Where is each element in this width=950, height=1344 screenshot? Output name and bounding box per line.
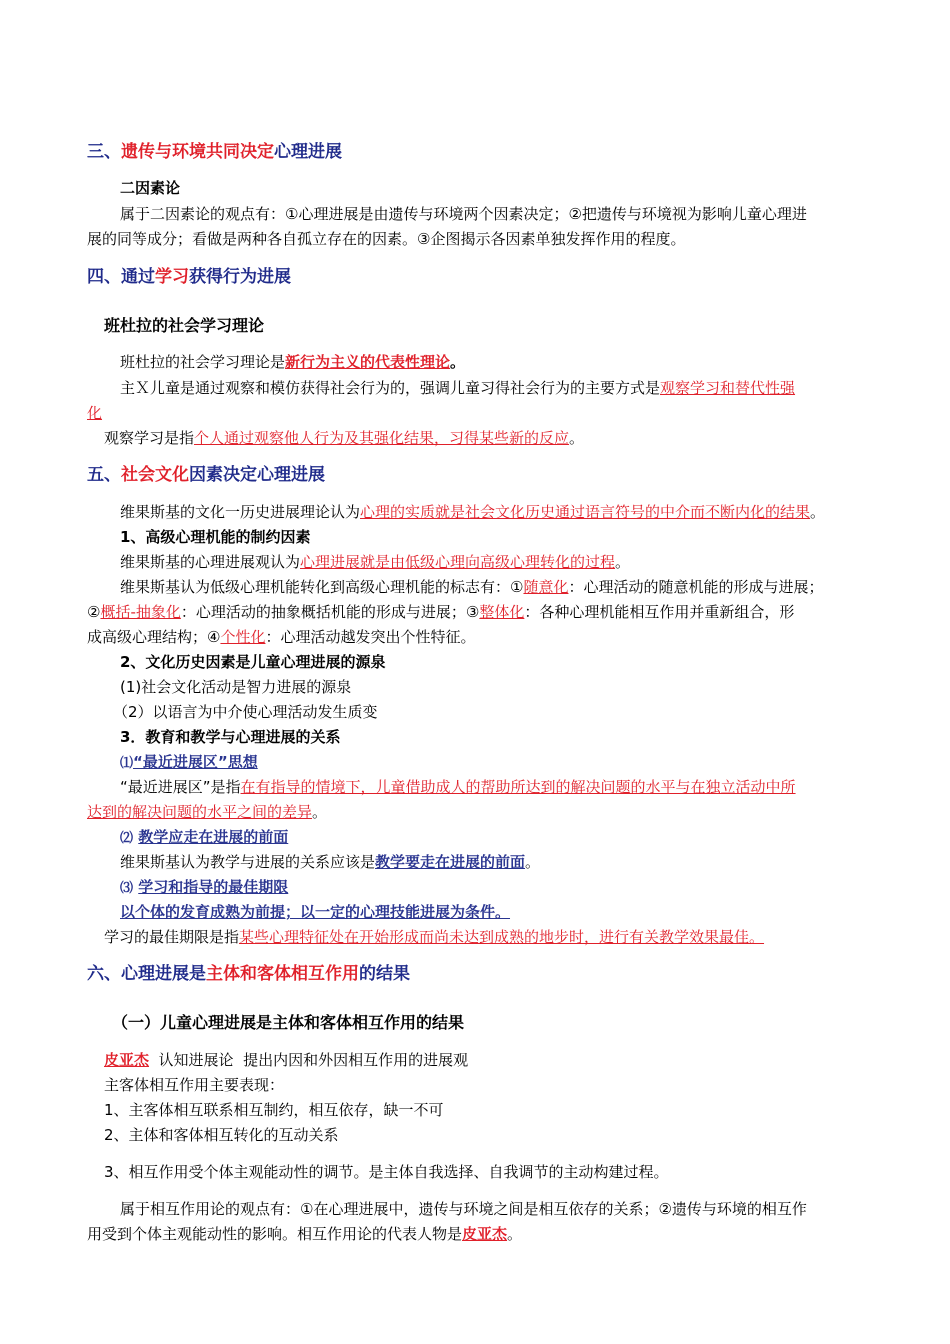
- highlight: 心理的实质就是社会文化历史通过语言符号的中介而不断内化的结果: [360, 503, 811, 521]
- heading-text: 的结果: [359, 964, 410, 984]
- paragraph-line: 以个体的发育成熟为前提；以一定的心理技能进展为条件。: [120, 903, 511, 921]
- text: 。: [525, 853, 541, 871]
- highlight: 达到的解决问题的水平之间的差异: [87, 803, 313, 821]
- text: “最近进展区”是指: [120, 778, 241, 796]
- highlight: 在有指导的情境下，儿童借助成人的帮助所达到的解决问题的水平与在独立活动中所: [240, 778, 796, 796]
- heading-text: 因素决定心理进展: [189, 465, 325, 485]
- text: ：心理活动的随意机能的形成与进展；: [568, 578, 824, 596]
- heading-text: 心理进展: [274, 142, 342, 162]
- paragraph-line: 主客体相互作用主要表现：: [104, 1076, 285, 1094]
- paragraph-line: 属于相互作用论的观点有：①在心理进展中，遗传与环境之间是相互依存的关系；②遗传与环境的相互作: [120, 1200, 807, 1218]
- numbered-heading: [120, 826, 288, 850]
- paragraph-line: 1、主客体相互联系相互制约，相互依存，缺一不可: [104, 1101, 444, 1119]
- paragraph-line: [120, 776, 796, 798]
- paragraph-line: [87, 601, 794, 623]
- paragraph-line: (1)社会文化活动是智力进展的源泉: [120, 678, 352, 696]
- section-6-heading: [87, 963, 410, 985]
- text: 。: [450, 353, 466, 371]
- text: ：各种心理机能相互作用并重新组合，形: [524, 603, 795, 621]
- text: 。: [507, 1225, 523, 1243]
- section-6-subheading: （一）儿童心理进展是主体和客体相互作用的结果: [112, 1013, 465, 1032]
- text: ②: [87, 603, 101, 621]
- paragraph-line: [120, 851, 540, 873]
- text: 。: [312, 803, 328, 821]
- section-4-heading: [87, 266, 291, 288]
- paragraph-line: 2、主体和客体相互转化的互动关系: [104, 1126, 339, 1144]
- heading-text: 获得行为进展: [189, 267, 291, 287]
- section-3-subheading: 二因素论: [120, 179, 181, 197]
- text: 用受到个体主观能动性的影响。相互作用论的代表人物是: [87, 1225, 463, 1243]
- highlight: 个人通过观察他人行为及其强化结果，习得某些新的反应: [194, 429, 570, 447]
- number: ⑶: [120, 881, 134, 896]
- paragraph-line: 3、相互作用受个体主观能动性的调节。是主体自我选择、自我调节的主动构建过程。: [104, 1163, 669, 1181]
- text: 观察学习是指: [104, 429, 195, 447]
- highlight: 教学要走在进展的前面: [375, 853, 526, 871]
- number: ⑵: [120, 831, 134, 846]
- paragraph-line: [104, 926, 764, 948]
- text: 维果斯基的心理进展观认为: [120, 553, 301, 571]
- highlight: 个性化: [220, 628, 266, 646]
- text: 。: [810, 503, 826, 521]
- paragraph-line: [120, 551, 630, 573]
- paragraph-line: [120, 576, 823, 598]
- text: ：心理活动越发突出个性特征。: [265, 628, 476, 646]
- highlight: 新行为主义的代表性理论: [285, 353, 451, 371]
- heading-highlight: 学习: [155, 267, 189, 287]
- text: 成高级心理结构；④: [87, 628, 221, 646]
- text: 班杜拉的社会学习理论是: [120, 353, 286, 371]
- text: ：心理活动的抽象概括机能的形成与进展；③: [180, 603, 480, 621]
- highlight: 心理进展就是由低级心理向高级心理转化的过程: [300, 553, 616, 571]
- highlight: 概括-抽象化: [100, 603, 181, 621]
- numbered-heading: [120, 876, 288, 900]
- paragraph-line: [87, 626, 475, 648]
- heading-number: 三、: [87, 142, 121, 162]
- text: 认知进展论 提出内因和外因相互作用的进展观: [149, 1051, 469, 1069]
- highlight: 观察学习和替代性强: [660, 379, 796, 397]
- text: 学习的最佳期限是指: [104, 928, 240, 946]
- paragraph-line: [104, 1049, 468, 1071]
- paragraph-line: [87, 801, 327, 823]
- highlight: 皮亚杰: [462, 1225, 508, 1243]
- heading-text: “最近进展区”思想: [133, 753, 258, 771]
- heading-highlight: 社会文化: [121, 465, 189, 485]
- highlight: 整体化: [479, 603, 525, 621]
- heading-highlight: 主体和客体相互作用: [206, 964, 359, 984]
- text: 主Ｘ儿童是通过观察和模仿获得社会行为的，强调儿童习得社会行为的主要方式是: [120, 379, 661, 397]
- number: ⑴: [120, 756, 134, 771]
- paragraph-line: 化: [87, 404, 103, 422]
- section-4-subheading: 班杜拉的社会学习理论: [104, 316, 265, 335]
- highlight: 某些心理特征处在开始形成而尚未达到成熟的地步时，进行有关教学效果最佳。: [239, 928, 765, 946]
- heading-highlight: 遗传与环境共同决定: [121, 142, 274, 162]
- numbered-heading: [120, 751, 258, 775]
- highlight: 皮亚杰: [104, 1051, 150, 1069]
- heading-text: 六、心理进展是: [87, 964, 206, 984]
- subsection-heading: 2、文化历史因素是儿童心理进展的源泉: [120, 653, 386, 671]
- text: 维果斯基认为低级心理机能转化到高级心理机能的标志有：①: [120, 578, 524, 596]
- section-5-heading: [87, 464, 325, 486]
- heading-text: 教学应走在进展的前面: [138, 828, 289, 846]
- subsection-heading: 1、高级心理机能的制约因素: [120, 528, 311, 546]
- section-3-heading: [87, 141, 342, 163]
- paragraph-line: [87, 1223, 522, 1245]
- subsection-heading: 3．教育和教学与心理进展的关系: [120, 728, 341, 746]
- text: 。: [615, 553, 631, 571]
- heading-text: 五、: [87, 465, 121, 485]
- heading-text: 学习和指导的最佳期限: [138, 878, 289, 896]
- paragraph-line: （2）以语言为中介使心理活动发生质变: [113, 703, 378, 721]
- paragraph-line: [120, 351, 465, 373]
- heading-text: 四、通过: [87, 267, 155, 287]
- paragraph-line: 属于二因素论的观点有：①心理进展是由遗传与环境两个因素决定；②把遗传与环境视为影响儿童心理进: [120, 205, 807, 223]
- paragraph-line: 展的同等成分；看做是两种各自孤立存在的因素。③企图揭示各因素单独发挥作用的程度。: [87, 230, 686, 248]
- paragraph-line: [104, 427, 584, 449]
- paragraph-line: [120, 377, 795, 399]
- text: 。: [569, 429, 585, 447]
- text: 维果斯基认为教学与进展的关系应该是: [120, 853, 376, 871]
- highlight: 随意化: [523, 578, 569, 596]
- text: 维果斯基的文化一历史进展理论认为: [120, 503, 361, 521]
- paragraph-line: [120, 501, 825, 523]
